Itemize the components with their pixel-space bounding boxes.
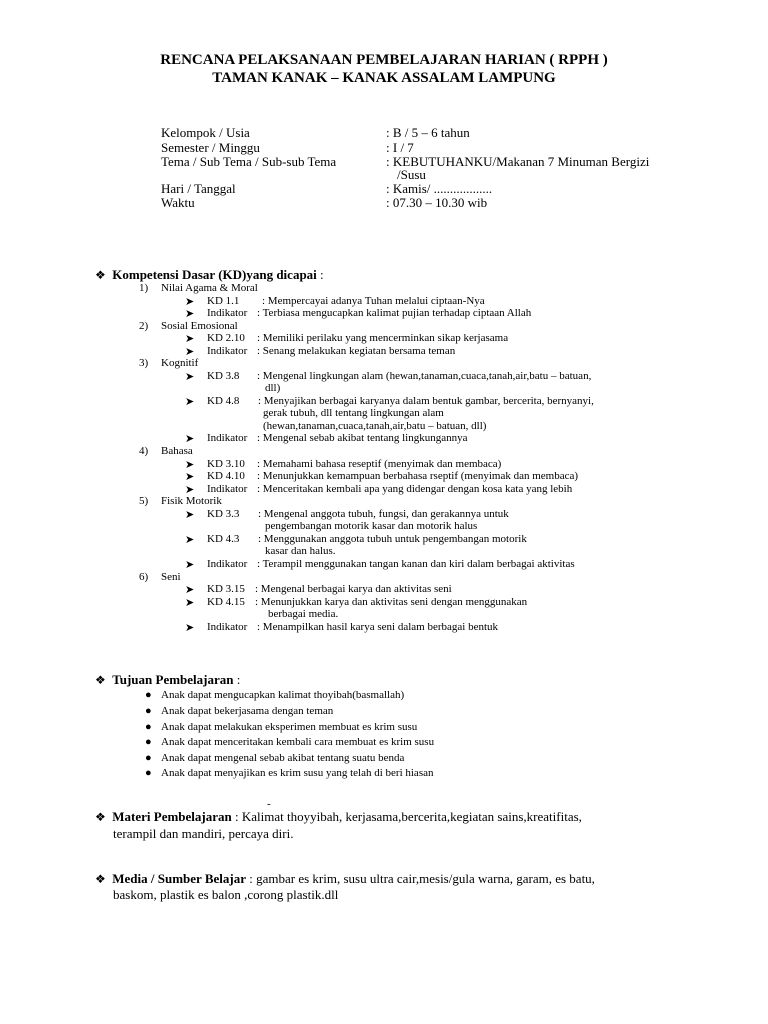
aspect-number: 6) bbox=[139, 571, 149, 583]
kd-text: : Senang melakukan kegiatan bersama teman bbox=[257, 345, 456, 357]
kd-heading: Kompetensi Dasar (KD)yang dicapai bbox=[112, 267, 317, 282]
kd-text: : Memiliki perilaku yang mencerminkan sikap kerjasama bbox=[257, 332, 509, 344]
school-name: TAMAN KANAK – KANAK ASSALAM LAMPUNG bbox=[212, 70, 556, 86]
materi-heading: Materi Pembelajaran bbox=[112, 809, 232, 824]
arrow-bullet-icon: ➤ bbox=[185, 471, 195, 483]
kd-text: : Terbiasa mengucapkan kalimat pujian terhadap ciptaan Allah bbox=[257, 307, 532, 319]
kd-code: KD 3.15 bbox=[207, 583, 245, 595]
diamond-bullet-icon: ❖ bbox=[95, 673, 106, 687]
diamond-bullet-icon: ❖ bbox=[95, 872, 106, 886]
kd-code: KD 3.8 bbox=[207, 370, 240, 382]
kd-code: KD 3.10 bbox=[207, 458, 245, 470]
kd-text-cont: dll) bbox=[265, 382, 281, 394]
document-title: RENCANA PELAKSANAAN PEMBELAJARAN HARIAN ( RPPH ) bbox=[160, 52, 608, 68]
arrow-bullet-icon: ➤ bbox=[185, 371, 195, 383]
aspect-name: Nilai Agama & Moral bbox=[161, 282, 258, 294]
kd-text-cont: (hewan,tanaman,cuaca,tanah,air,batu – batuan, dll) bbox=[263, 420, 487, 432]
kd-heading-colon: : bbox=[316, 267, 324, 282]
kd-code: Indikator bbox=[207, 621, 248, 633]
kd-text-cont: gerak tubuh, dll tentang lingkungan alam bbox=[263, 407, 444, 419]
kd-text-cont: berbagai media. bbox=[268, 608, 339, 620]
aspect-number: 1) bbox=[139, 282, 149, 294]
tujuan-colon: : bbox=[233, 672, 241, 687]
arrow-bullet-icon: ➤ bbox=[185, 622, 195, 634]
info-value-hari: : Kamis/ .................. bbox=[386, 181, 493, 196]
tujuan-item: Anak dapat mengenal sebab akibat tentang suatu benda bbox=[161, 752, 405, 764]
kd-code: KD 1.1 bbox=[207, 295, 240, 307]
section-media bbox=[95, 871, 595, 887]
dot-bullet-icon: ● bbox=[145, 689, 152, 701]
info-label-waktu: Waktu bbox=[161, 195, 195, 210]
tujuan-item: Anak dapat melakukan eksperimen membuat es krim susu bbox=[161, 721, 418, 733]
arrow-bullet-icon: ➤ bbox=[185, 559, 195, 571]
diamond-bullet-icon: ❖ bbox=[95, 268, 106, 282]
dot-bullet-icon: ● bbox=[145, 752, 152, 764]
tujuan-heading: Tujuan Pembelajaran bbox=[112, 672, 234, 687]
arrow-bullet-icon: ➤ bbox=[185, 597, 195, 609]
tujuan-item: Anak dapat menyajikan es krim susu yang telah di beri hiasan bbox=[161, 767, 434, 779]
info-value-kelompok: : B / 5 – 6 tahun bbox=[386, 125, 470, 140]
dot-bullet-icon: ● bbox=[145, 705, 152, 717]
arrow-bullet-icon: ➤ bbox=[185, 433, 195, 445]
info-label-hari: Hari / Tanggal bbox=[161, 181, 236, 196]
info-value-semester: : I / 7 bbox=[386, 140, 414, 155]
kd-text: : Menyajikan berbagai karyanya dalam bentuk gambar, bercerita, bernyanyi, bbox=[258, 395, 594, 407]
kd-text: : Menunjukkan kemampuan berbahasa rseptif (menyimak dan membaca) bbox=[257, 470, 579, 482]
arrow-bullet-icon: ➤ bbox=[185, 396, 195, 408]
aspect-number: 4) bbox=[139, 445, 149, 457]
kd-code: KD 3.3 bbox=[207, 508, 240, 520]
aspect-number: 3) bbox=[139, 357, 149, 369]
media-text-cont: baskom, plastik es balon ,corong plastik.dll bbox=[113, 887, 339, 902]
kd-text: : Memahami bahasa reseptif (menyimak dan membaca) bbox=[257, 458, 502, 470]
arrow-bullet-icon: ➤ bbox=[185, 459, 195, 471]
info-label-kelompok: Kelompok / Usia bbox=[161, 125, 250, 140]
kd-text: : Terampil menggunakan tangan kanan dan kiri dalam berbagai aktivitas bbox=[257, 558, 575, 570]
info-label-semester: Semester / Minggu bbox=[161, 140, 260, 155]
kd-code: KD 4.15 bbox=[207, 596, 245, 608]
aspect-name: Fisik Motorik bbox=[161, 495, 222, 507]
kd-text: : Menampilkan hasil karya seni dalam berbagai bentuk bbox=[257, 621, 499, 633]
arrow-bullet-icon: ➤ bbox=[185, 484, 195, 496]
aspect-name: Sosial Emosional bbox=[161, 320, 238, 332]
tujuan-item: Anak dapat bekerjasama dengan teman bbox=[161, 705, 334, 717]
kd-text: : Mengenal sebab akibat tentang lingkungannya bbox=[257, 432, 468, 444]
arrow-bullet-icon: ➤ bbox=[185, 534, 195, 546]
kd-text: : Menggunakan anggota tubuh untuk pengembangan motorik bbox=[258, 533, 527, 545]
materi-text: : Kalimat thoyyibah, kerjasama,bercerita,kegiatan sains,kreatifitas, bbox=[231, 809, 582, 824]
dot-bullet-icon: ● bbox=[145, 721, 152, 733]
kd-code: Indikator bbox=[207, 307, 248, 319]
info-value-tema: : KEBUTUHANKU/Makanan 7 Minuman Bergizi bbox=[386, 154, 650, 169]
kd-text: : Mempercayai adanya Tuhan melalui ciptaan-Nya bbox=[262, 295, 485, 307]
arrow-bullet-icon: ➤ bbox=[185, 308, 195, 320]
kd-code: KD 4.8 bbox=[207, 395, 240, 407]
kd-text: : Mengenal anggota tubuh, fungsi, dan gerakannya untuk bbox=[258, 508, 509, 520]
aspect-number: 2) bbox=[139, 320, 149, 332]
arrow-bullet-icon: ➤ bbox=[185, 333, 195, 345]
kd-code: KD 2.10 bbox=[207, 332, 245, 344]
dot-bullet-icon: ● bbox=[145, 736, 152, 748]
kd-text: : Menceritakan kembali apa yang didengar dengan kosa kata yang lebih bbox=[257, 483, 573, 495]
kd-code: Indikator bbox=[207, 432, 248, 444]
dot-bullet-icon: ● bbox=[145, 767, 152, 779]
section-kompetensi-dasar bbox=[95, 267, 324, 283]
dash-mark: - bbox=[267, 798, 271, 810]
arrow-bullet-icon: ➤ bbox=[185, 509, 195, 521]
kd-text: : Mengenal lingkungan alam (hewan,tanaman,cuaca,tanah,air,batu – batuan, bbox=[257, 370, 592, 382]
aspect-name: Kognitif bbox=[161, 357, 199, 369]
info-value-waktu: : 07.30 – 10.30 wib bbox=[386, 195, 488, 210]
aspect-name: Seni bbox=[161, 571, 181, 583]
section-materi bbox=[95, 809, 582, 825]
arrow-bullet-icon: ➤ bbox=[185, 296, 195, 308]
info-value-tema-cont: /Susu bbox=[397, 167, 426, 182]
kd-code: KD 4.10 bbox=[207, 470, 245, 482]
kd-text-cont: kasar dan halus. bbox=[265, 545, 336, 557]
tujuan-item: Anak dapat mengucapkan kalimat thoyibah(basmallah) bbox=[161, 689, 405, 701]
aspect-name: Bahasa bbox=[161, 445, 193, 457]
media-heading: Media / Sumber Belajar bbox=[112, 871, 246, 886]
kd-code: Indikator bbox=[207, 483, 248, 495]
diamond-bullet-icon: ❖ bbox=[95, 810, 106, 824]
kd-text: : Mengenal berbagai karya dan aktivitas seni bbox=[255, 583, 452, 595]
arrow-bullet-icon: ➤ bbox=[185, 346, 195, 358]
aspect-number: 5) bbox=[139, 495, 149, 507]
kd-code: Indikator bbox=[207, 345, 248, 357]
kd-code: Indikator bbox=[207, 558, 248, 570]
info-label-tema: Tema / Sub Tema / Sub-sub Tema bbox=[161, 154, 337, 169]
tujuan-item: Anak dapat menceritakan kembali cara membuat es krim susu bbox=[161, 736, 435, 748]
media-text: : gambar es krim, susu ultra cair,mesis/gula warna, garam, es batu, bbox=[246, 871, 595, 886]
kd-text-cont: pengembangan motorik kasar dan motorik halus bbox=[265, 520, 478, 532]
arrow-bullet-icon: ➤ bbox=[185, 584, 195, 596]
section-tujuan bbox=[95, 672, 240, 688]
kd-code: KD 4.3 bbox=[207, 533, 240, 545]
materi-text-cont: terampil dan mandiri, percaya diri. bbox=[113, 826, 294, 841]
kd-text: : Menunjukkan karya dan aktivitas seni dengan menggunakan bbox=[255, 596, 528, 608]
